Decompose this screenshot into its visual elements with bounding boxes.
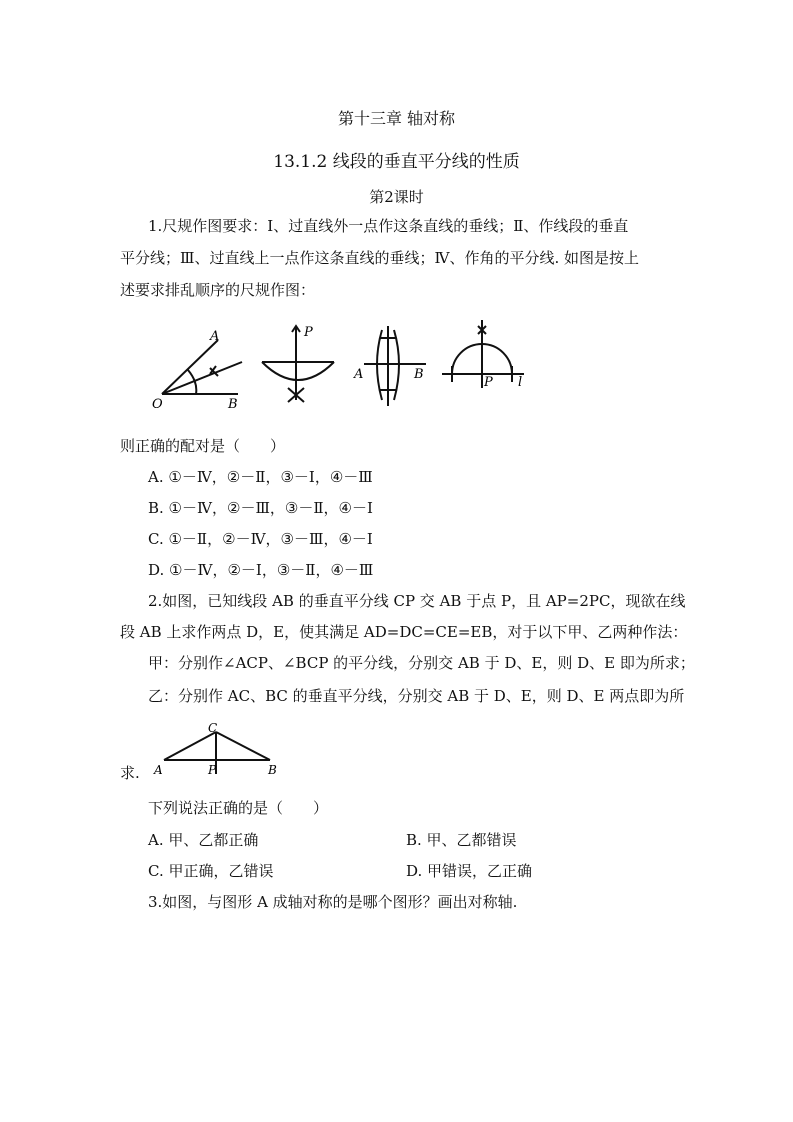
q2-option-d: D. 甲错误，乙正确 — [406, 862, 533, 880]
q1-stem-line3: 述要求排乱顺序的尺规作图： — [120, 281, 316, 299]
fig4-label-l: l — [518, 375, 523, 390]
q2-fig-label-p: P — [208, 763, 217, 777]
q2-fig-label-a: A — [154, 763, 163, 777]
q1-figure-3 — [364, 326, 426, 406]
q1-option-b: B. ①－Ⅳ，②－Ⅲ，③－Ⅱ，④－Ⅰ — [148, 499, 373, 517]
lesson-title: 第2课时 — [369, 188, 424, 206]
section-title: 13.1.2 线段的垂直平分线的性质 — [273, 152, 520, 172]
fig2-label-p: P — [304, 325, 313, 340]
q2-method-jia: 甲：分别作∠ACP、∠BCP 的平分线，分别交 AB 于 D、E，则 D、E 即为所求； — [148, 654, 695, 672]
fig4-label-p: P — [484, 375, 493, 390]
q2-fig-label-c: C — [208, 721, 218, 735]
q1-option-a: A. ①－Ⅳ，②－Ⅱ，③－Ⅰ，④－Ⅲ — [148, 468, 373, 486]
q1-figure-2 — [262, 326, 334, 402]
q1-option-d: D. ①－Ⅳ，②－Ⅰ，③－Ⅱ，④－Ⅲ — [148, 561, 374, 579]
q2-option-a: A. 甲、乙都正确 — [148, 831, 259, 849]
q2-stem-line2: 段 AB 上求作两点 D，E，使其满足 AD=DC=CE=EB，对于以下甲、乙两种作法： — [120, 623, 688, 641]
q3-stem: 3.如图，与图形 A 成轴对称的是哪个图形？画出对称轴. — [148, 893, 518, 911]
fig3-label-a: A — [354, 367, 364, 382]
q2-method-yi: 乙：分别作 AC、BC 的垂直平分线，分别交 AB 于 D、E，则 D、E 两点即为所 — [148, 687, 685, 705]
q2-method-yi-end: 求. — [120, 764, 140, 782]
q2-stem-line1: 2.如图，已知线段 AB 的垂直平分线 CP 交 AB 于点 P，且 AP=2PC，现欲在线 — [148, 592, 686, 610]
q1-figures — [140, 312, 540, 412]
q2-option-c: C. 甲正确，乙错误 — [148, 862, 274, 880]
q1-stem-line2: 平分线；Ⅲ、过直线上一点作这条直线的垂线；Ⅳ、作角的平分线. 如图是按上 — [120, 249, 639, 267]
chapter-title: 第十三章 轴对称 — [337, 109, 456, 128]
q1-question: 则正确的配对是（ ） — [120, 437, 286, 455]
q1-stem-line1: 1.尺规作图要求：Ⅰ、过直线外一点作这条直线的垂线；Ⅱ、作线段的垂直 — [148, 217, 629, 235]
q2-option-b: B. 甲、乙都错误 — [406, 831, 517, 849]
q1-option-c: C. ①－Ⅱ，②－Ⅳ，③－Ⅲ，④－Ⅰ — [148, 530, 373, 548]
q2-fig-label-b: B — [268, 763, 277, 777]
q2-question: 下列说法正确的是（ ） — [148, 799, 329, 817]
q1-figure-4 — [442, 320, 524, 388]
fig3-label-b: B — [414, 367, 424, 382]
fig1-label-b: B — [228, 397, 238, 412]
q1-figure-1 — [162, 340, 242, 394]
fig1-label-a: A — [210, 329, 220, 344]
fig1-label-o: O — [152, 397, 163, 412]
q2-figure — [150, 718, 285, 780]
